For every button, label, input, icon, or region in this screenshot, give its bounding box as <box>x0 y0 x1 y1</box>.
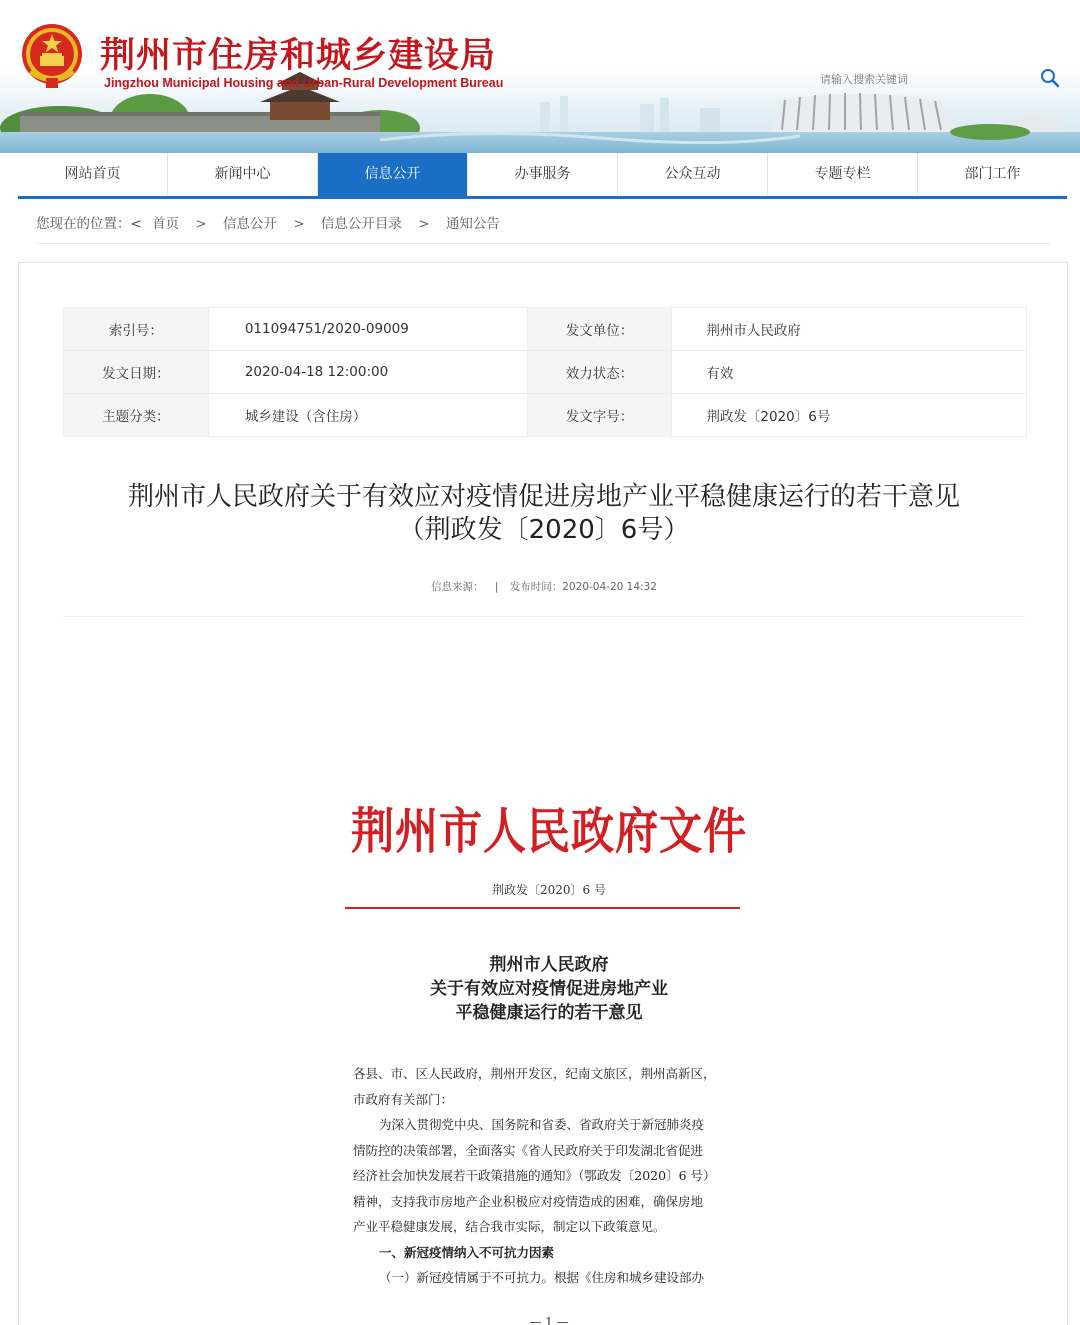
document-number: 荆政发〔2020〕6 号 <box>492 883 606 897</box>
document-body-line: 精神，支持我市房地产企业积极应对疫情造成的困难，确保房地 <box>353 1193 704 1209</box>
document-body-heading: 一、新冠疫情纳入不可抗力因素 <box>379 1244 555 1260</box>
article-info <box>19 579 1069 594</box>
national-emblem-icon <box>20 22 84 90</box>
document-body-line: 经济社会加快发展若干政策措施的通知》（鄂政发〔2020〕6 号） <box>353 1168 716 1183</box>
search-input[interactable] <box>820 68 1020 90</box>
nav-item-news[interactable]: 新闻中心 <box>168 153 318 196</box>
document-page-number: — 1 — <box>529 1315 569 1325</box>
nav-item-home[interactable]: 网站首页 <box>18 153 168 196</box>
topic-label: 主题分类： <box>64 394 209 437</box>
document-body-line: 为深入贯彻党中央、国务院和省委、省政府关于新冠肺炎疫 <box>379 1117 705 1132</box>
document-red-line <box>345 907 740 909</box>
index-label: 索引号： <box>64 308 209 351</box>
status-value: 有效 <box>672 351 1027 394</box>
document-subject-line3: 平稳健康运行的若干意见 <box>455 1003 643 1023</box>
breadcrumb-info-catalog[interactable]: 信息公开目录 <box>320 216 402 232</box>
breadcrumb-info-disclosure[interactable]: 信息公开 <box>223 216 278 232</box>
topic-value: 城乡建设（含住房） <box>208 394 527 437</box>
index-value: 011094751/2020-09009 <box>208 308 527 351</box>
document-body-line: 市政府有关部门： <box>353 1091 454 1107</box>
main-nav <box>18 153 1067 199</box>
docno-value: 荆政发〔2020〕6号 <box>672 394 1027 437</box>
document-body-line: 情防控的决策部署，全面落实《省人民政府关于印发湖北省促进 <box>353 1142 704 1158</box>
search-icon[interactable] <box>1040 68 1060 88</box>
article-title-line1: 荆州市人民政府关于有效应对疫情促进房地产业平稳健康运行的若干意见 <box>127 482 960 512</box>
table-row <box>64 308 1027 351</box>
document-subject <box>319 953 779 1025</box>
info-separator: | <box>494 581 499 593</box>
issuer-label: 发文单位： <box>527 308 672 351</box>
date-label: 发文日期： <box>64 351 209 394</box>
document-subject-line1: 荆州市人民政府 <box>489 955 609 975</box>
breadcrumb-separator: > <box>195 216 207 232</box>
nav-item-department[interactable]: 部门工作 <box>964 166 1021 182</box>
date-value: 2020-04-18 12:00:00 <box>208 351 527 394</box>
nav-item-services[interactable]: 办事服务 <box>468 153 618 196</box>
docno-label: 发文字号： <box>527 394 672 437</box>
document-body <box>353 1061 743 1291</box>
document-subject-line2: 关于有效应对疫情促进房地产业 <box>430 979 668 999</box>
document-header: 荆州市人民政府文件 <box>350 802 747 860</box>
site-title: 荆州市住房和城乡建设局 <box>100 36 497 76</box>
source-label: 信息来源： <box>431 581 484 593</box>
site-subtitle: Jingzhou Municipal Housing and Urban-Rural Development Bureau <box>104 76 504 90</box>
content-card <box>18 262 1068 1325</box>
issuer-value: 荆州市人民政府 <box>672 308 1027 351</box>
document-image <box>319 773 779 1325</box>
table-row <box>64 351 1027 394</box>
document-body-line: 各县、市、区人民政府，荆州开发区，纪南文旅区，荆州高新区， <box>353 1066 716 1081</box>
article-title <box>19 481 1069 547</box>
article-title-line2: （荆政发〔2020〕6号） <box>398 515 690 545</box>
status-label: 效力状态： <box>527 351 672 394</box>
document-body-line: 产业平稳健康发展，结合我市实际，制定以下政策意见。 <box>353 1219 666 1234</box>
breadcrumb-notices[interactable]: 通知公告 <box>445 216 500 232</box>
table-row <box>64 394 1027 437</box>
document-body-line: （一）新冠疫情属于不可抗力。根据《住房和城乡建设部办 <box>379 1270 705 1285</box>
breadcrumb-prefix: 您现在的位置：< <box>36 216 142 232</box>
publish-time: 发布时间：2020-04-20 14:32 <box>509 581 657 593</box>
breadcrumb-home[interactable]: 首页 <box>152 216 180 232</box>
breadcrumb <box>36 212 1050 244</box>
breadcrumb-separator: > <box>418 216 430 232</box>
breadcrumb-separator: > <box>293 216 305 232</box>
document-metadata-table <box>63 307 1027 437</box>
nav-item-interaction[interactable]: 公众互动 <box>618 153 768 196</box>
nav-item-topics[interactable]: 专题专栏 <box>768 153 918 196</box>
header-banner <box>0 0 1080 153</box>
nav-item-info-disclosure[interactable]: 信息公开 <box>318 153 468 196</box>
info-divider <box>63 616 1025 617</box>
